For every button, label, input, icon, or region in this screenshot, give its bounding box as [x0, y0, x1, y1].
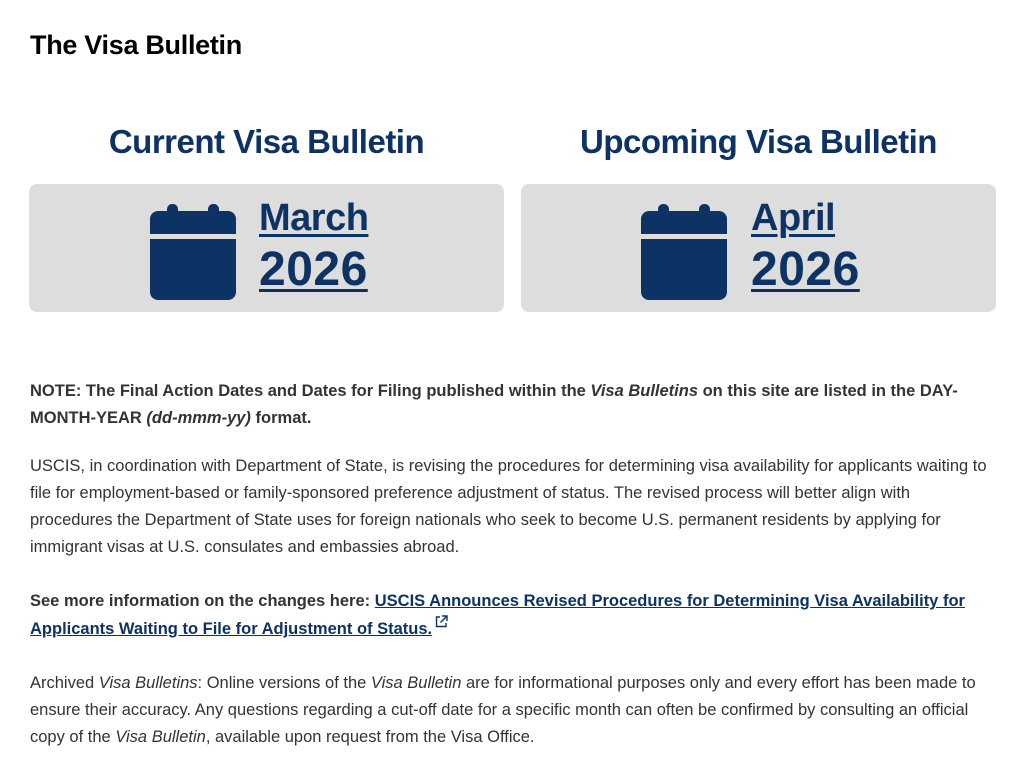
upcoming-bulletin-heading: Upcoming Visa Bulletin	[580, 123, 937, 160]
archived-part-2: are for informational purposes only and every effort has been made to ensure their accuracy. Any questions regarding a cut-off date for a specific month can often be confirmed by consulting an official copy of the	[30, 674, 976, 746]
current-bulletin-month: March	[259, 197, 369, 239]
archived-italic-1: Visa Bulletins	[98, 674, 198, 692]
upcoming-bulletin-link[interactable]	[751, 194, 860, 298]
upcoming-bulletin-section	[521, 120, 996, 312]
note-suffix: format.	[250, 409, 312, 427]
archived-italic-3: Visa Bulletin	[115, 728, 206, 746]
current-bulletin-year: 2026	[259, 243, 368, 296]
note-italic-format: (dd-mmm-yy)	[146, 409, 251, 427]
upcoming-bulletin-year: 2026	[751, 243, 860, 296]
date-format-note	[30, 378, 995, 432]
upcoming-bulletin-card[interactable]	[521, 184, 996, 312]
current-bulletin-heading: Current Visa Bulletin	[108, 123, 425, 160]
external-link-icon	[435, 615, 448, 628]
archived-bulletins-paragraph	[30, 670, 995, 751]
archived-part-3: , available upon request from the Visa Office.	[205, 728, 535, 746]
archived-italic-2: Visa Bulletin	[370, 674, 462, 692]
note-italic-visa-bulletins: Visa Bulletins	[590, 382, 699, 400]
calendar-icon	[641, 204, 727, 300]
more-info-label: See more information on the changes here:	[30, 592, 375, 610]
note-prefix: NOTE: The Final Action Dates and Dates for Filing published within the	[30, 382, 591, 400]
page-title: The Visa Bulletin	[30, 30, 242, 60]
uscis-announcement-link-text: USCIS Announces Revised Procedures for Determining Visa Availability for Applicants Waiting to File for Adjustment of Status.	[30, 592, 965, 638]
more-info-paragraph	[30, 588, 995, 643]
archived-lead: Archived	[30, 674, 99, 692]
current-bulletin-link[interactable]	[259, 194, 368, 298]
procedures-paragraph: USCIS, in coordination with Department of State, is revising the procedures for determining visa availability for applicants waiting to file for employment-based or family-sponsored preference adjustment of status. The revised process will better align with procedures the Department of State uses for foreign nationals who seek to become U.S. permanent residents by applying for immigrant visas at U.S. consulates and embassies abroad.	[30, 457, 987, 556]
note-middle: on this site are listed in the DAY-MONTH-YEAR	[30, 382, 958, 427]
archived-part-1: : Online versions of the	[197, 674, 371, 692]
upcoming-bulletin-month: April	[751, 197, 836, 239]
bulletin-info-content	[30, 378, 995, 751]
calendar-icon	[150, 204, 236, 300]
current-bulletin-card[interactable]	[29, 184, 504, 312]
current-bulletin-section	[29, 120, 504, 312]
